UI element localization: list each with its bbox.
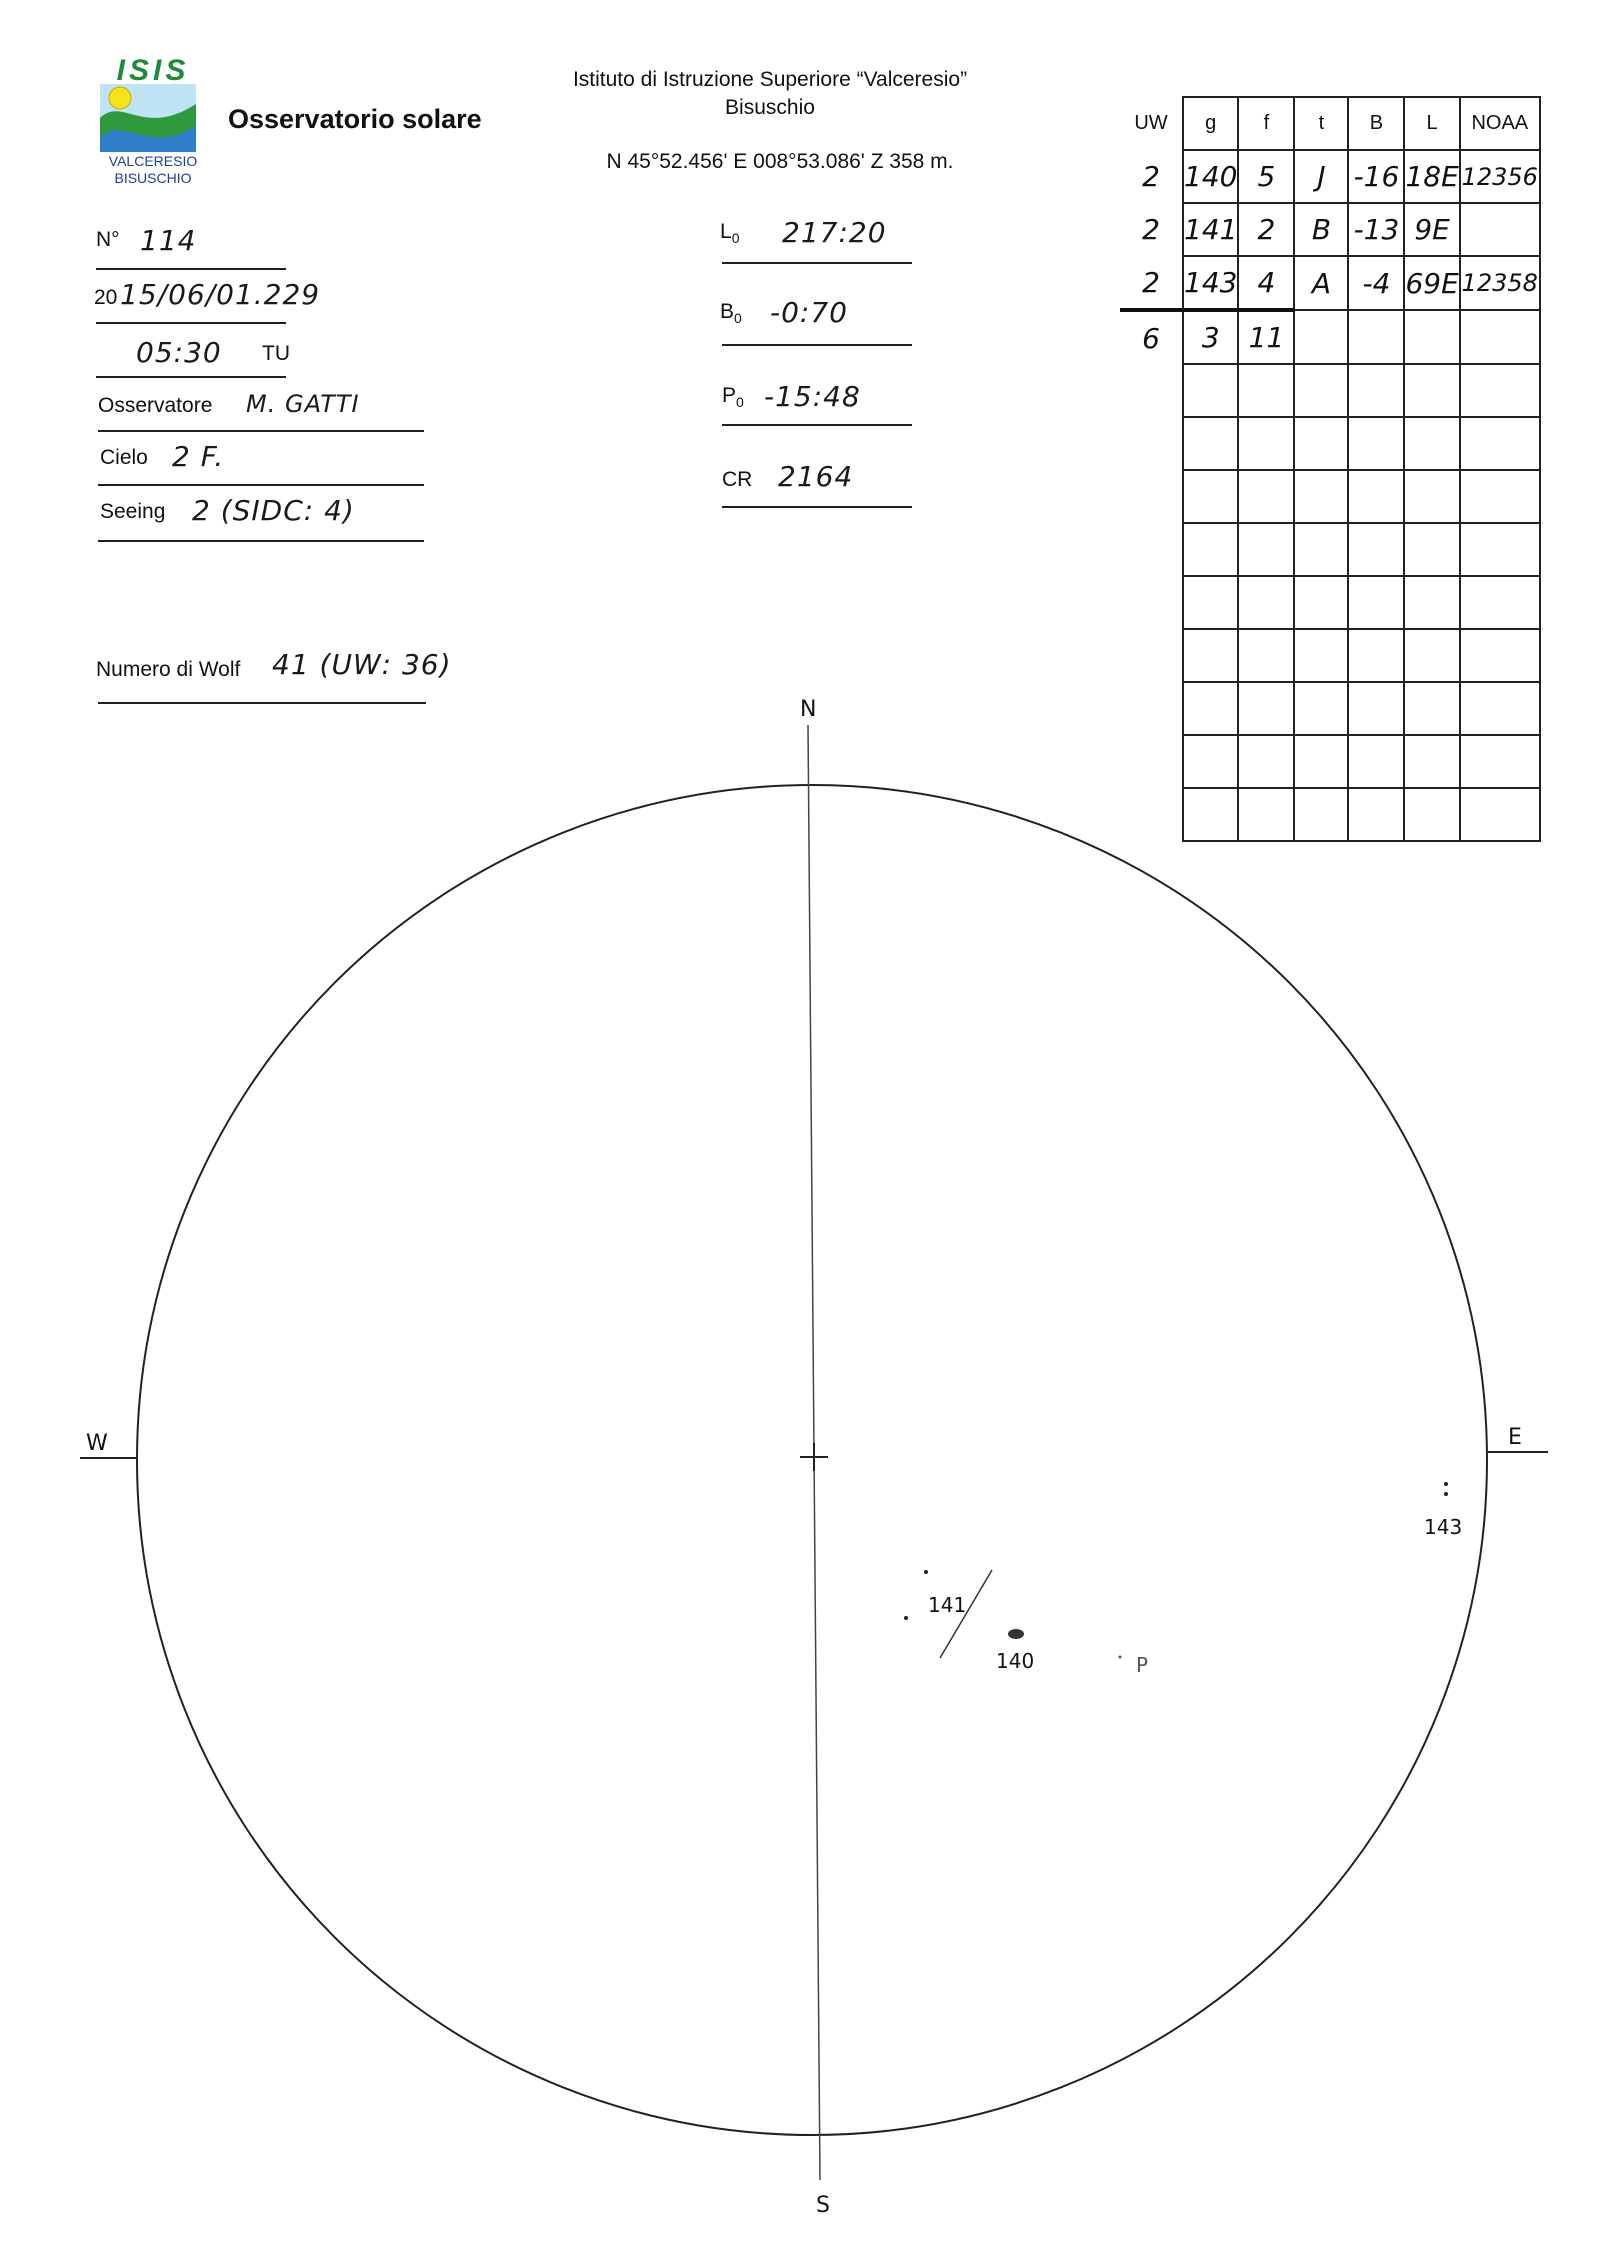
logo-caption-line1: VALCERESIO: [108, 153, 198, 169]
cell-f: 4: [1238, 256, 1294, 310]
cell-t: B: [1294, 203, 1348, 256]
east-label: E: [1508, 1425, 1522, 1450]
cell-uw: 2: [1120, 256, 1183, 310]
logo-brand: ISIS: [116, 54, 190, 87]
spot-143a: [1444, 1482, 1448, 1486]
cell-f: 2: [1238, 203, 1294, 256]
cell-uw: 2: [1120, 203, 1183, 256]
header-g: g: [1183, 97, 1238, 150]
date-prefix: 20: [94, 286, 118, 309]
group-140-label: 140: [996, 1649, 1035, 1673]
cell-noaa: 12356: [1460, 150, 1540, 203]
b0-label: $B_0$: [720, 300, 742, 327]
south-label: S: [816, 2193, 830, 2218]
pore-label: P: [1136, 1653, 1149, 1677]
cell-l: 9E: [1404, 203, 1459, 256]
group-141-label: 141: [928, 1593, 967, 1617]
west-label: W: [86, 1431, 108, 1456]
header-l: L: [1404, 97, 1459, 150]
solar-disk-outline: [137, 785, 1487, 2135]
logo-caption-line2: BISUSCHIO: [114, 170, 192, 186]
total-uw: 6: [1120, 310, 1183, 364]
spot-141b: [904, 1616, 908, 1620]
spot-143b: [1444, 1492, 1448, 1496]
cell-f: 5: [1238, 150, 1294, 203]
seeing-label: Seeing: [100, 500, 166, 523]
time-value: 05:30: [136, 336, 222, 369]
p0-value: -15:48: [764, 380, 861, 413]
pore-spot: [1119, 1656, 1122, 1659]
cell-uw: 2: [1120, 150, 1183, 203]
institute-name: Istituto di Istruzione Superiore “Valceresio”: [572, 68, 968, 91]
cell-l: 18E: [1404, 150, 1459, 203]
cell-l: 69E: [1404, 256, 1459, 310]
header-t: t: [1294, 97, 1348, 150]
spot-140: [1008, 1629, 1024, 1639]
cell-b: -13: [1348, 203, 1404, 256]
number-value: 114: [140, 224, 197, 257]
seeing-value: 2 (SIDC: 4): [192, 494, 355, 527]
cr-value: 2164: [778, 460, 854, 493]
cell-noaa: 12358: [1460, 256, 1540, 310]
header-uw: UW: [1120, 97, 1183, 150]
cell-b: -4: [1348, 256, 1404, 310]
total-g: 3: [1183, 310, 1238, 364]
cell-g: 143: [1183, 256, 1238, 310]
l0-label: $L_0$: [720, 220, 740, 247]
b0-value: -0:70: [770, 296, 848, 329]
cr-label: CR: [722, 468, 753, 491]
time-suffix: TU: [262, 342, 290, 365]
wolf-value: 41 (UW: 36): [272, 648, 452, 681]
p0-label: $P_0$: [722, 384, 744, 411]
spot-141a: [924, 1570, 928, 1574]
north-label: N: [800, 697, 817, 722]
number-label: N°: [96, 228, 120, 251]
cell-g: 140: [1183, 150, 1238, 203]
group-143-label: 143: [1424, 1515, 1463, 1539]
observatory-title: Osservatorio solare: [228, 104, 482, 134]
l0-value: 217:20: [782, 216, 887, 249]
cell-t: J: [1294, 150, 1348, 203]
institute-town: Bisuschio: [725, 96, 815, 119]
date-value: 15/06/01.229: [120, 278, 321, 311]
total-f: 11: [1238, 310, 1294, 364]
observer-label: Osservatore: [98, 394, 213, 417]
header-noaa: NOAA: [1460, 97, 1540, 150]
cell-g: 141: [1183, 203, 1238, 256]
sky-value: 2 F.: [172, 440, 225, 473]
site-coordinates: N 45°52.456' E 008°53.086' Z 358 m.: [606, 150, 954, 173]
sky-label: Cielo: [100, 446, 148, 469]
header-f: f: [1238, 97, 1294, 150]
cell-b: -16: [1348, 150, 1404, 203]
cell-t: A: [1294, 256, 1348, 310]
header-b: B: [1348, 97, 1404, 150]
observer-value: M. GATTI: [246, 390, 360, 418]
wolf-label: Numero di Wolf: [96, 658, 241, 681]
